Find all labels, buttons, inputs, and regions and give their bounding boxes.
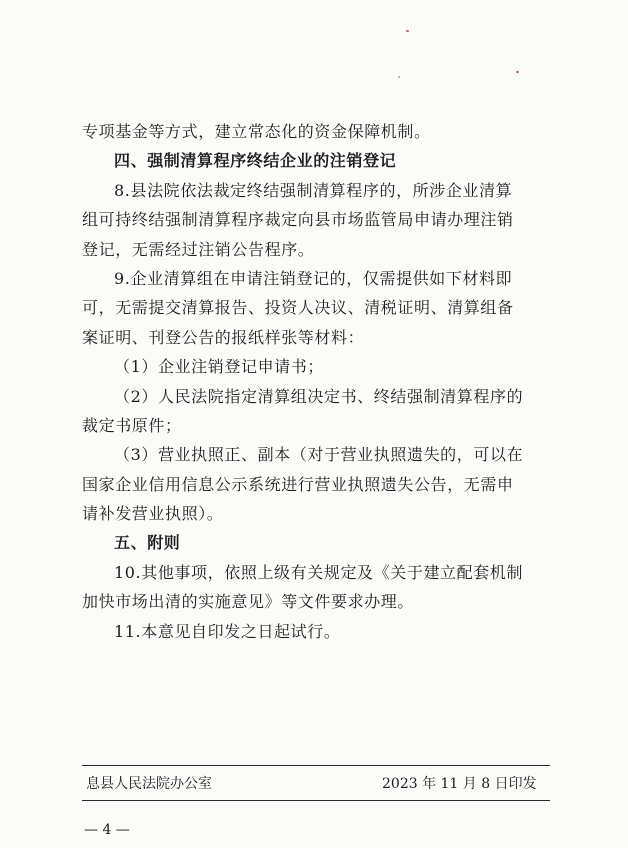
paragraph-line: 组可持终结强制清算程序裁定向县市场监管局申请办理注销: [82, 210, 514, 230]
section-heading: 四、强制清算程序终结企业的注销登记: [114, 151, 397, 171]
paragraph-line: 国家企业信用信息公示系统进行营业执照遗失公告，无需申: [82, 474, 514, 494]
paragraph-line: 10.其他事项，依照上级有关规定及《关于建立配套机制: [114, 562, 524, 582]
paragraph-line: 8.县法院依法裁定终结强制清算程序的，所涉企业清算: [114, 180, 513, 200]
paragraph-line: 11.本意见自印发之日起试行。: [114, 621, 341, 641]
paragraph-line: 可，无需提交清算报告、投资人决议、清税证明、清算组备: [82, 298, 514, 318]
page-number: — 4 —: [84, 822, 130, 838]
paragraph-line: 请补发营业执照）。: [82, 504, 224, 524]
scan-speck: [398, 76, 400, 78]
paragraph-line: 裁定书原件；: [82, 415, 182, 435]
document-body: [82, 117, 552, 646]
footer-bottom-rule: [82, 800, 550, 801]
paragraph-line: 登记，无需经过注销公告程序。: [82, 239, 315, 259]
section-heading: 五、附则: [114, 533, 181, 553]
scan-speck: [406, 30, 409, 32]
footer-top-rule: [82, 765, 550, 766]
paragraph-line: 9.企业清算组在申请注销登记的，仅需提供如下材料即: [114, 268, 513, 288]
list-item: （1）企业注销登记申请书；: [114, 357, 324, 377]
list-item: （2）人民法院指定清算组决定书、终结强制清算程序的: [114, 386, 524, 406]
paragraph-line: 专项基金等方式，建立常态化的资金保障机制。: [82, 122, 431, 141]
list-item: （3）营业执照正、副本（对于营业执照遗失的，可以在: [114, 445, 524, 465]
scan-speck: [516, 71, 519, 73]
paragraph-line: 加快市场出清的实施意见》等文件要求办理。: [82, 592, 415, 612]
paragraph-line: 案证明、刊登公告的报纸样张等材料：: [82, 327, 365, 347]
issuer-name: 息县人民法院办公室: [86, 776, 212, 792]
issue-date: 2023 年 11 月 8 日印发: [382, 776, 537, 792]
